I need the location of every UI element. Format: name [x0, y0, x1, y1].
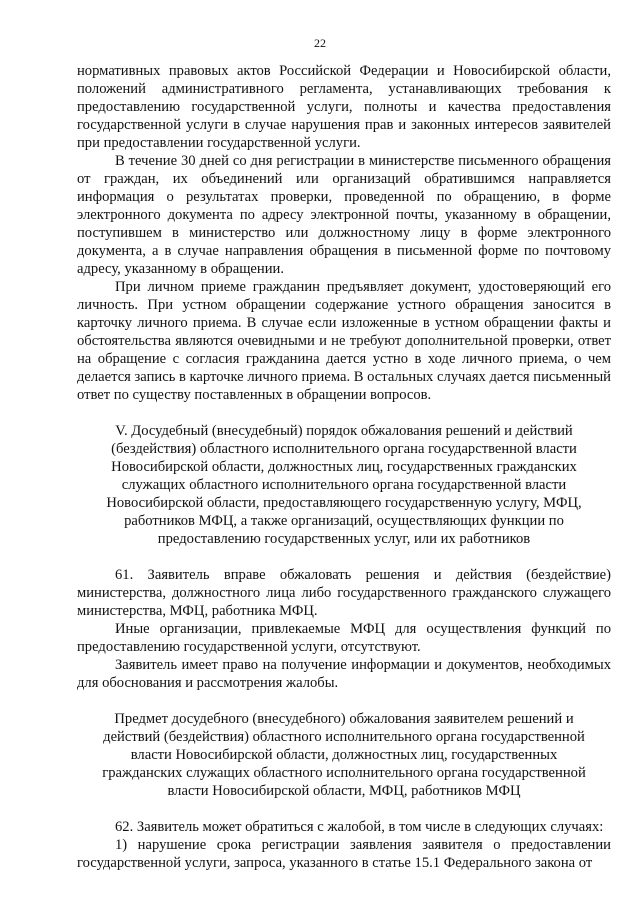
spacer	[77, 404, 611, 422]
paragraph-right-to-information: Заявитель имеет право на получение информации и документов, необходимых для обоснования и рассмотрения жалобы.	[77, 657, 611, 691]
paragraph-personal-reception: При личном приеме гражданин предъявляет документ, удостоверяющий его личность. При устном обращении содержание устного обращения заносится в карточку личного приема. В случае если изложенные в устном обращении факты и обстоятельства являются очевидными и не требуют дополнительной проверки, ответ на обращение с согласия гражданина дается устно в ходе личного приема, о чем делается запись в карточке личного приема. В остальных случаях дается письменный ответ по существу поставленных в обращении вопросов.	[77, 279, 611, 403]
paragraph-response-deadline: В течение 30 дней со дня регистрации в министерстве письменного обращения от граждан, их объединений или организаций обратившимся направляется информация о результатах проверки, проведенной по обращению, в форме электронного документа по адресу электронной почты, указанному в обращении, поступившем в министерство или должностному лицу в форме электронного документа, а в случае направления обращения в письменной форме по почтовому адресу, указанному в обращении.	[77, 153, 611, 277]
page-number: 22	[314, 36, 326, 50]
document-body	[77, 62, 611, 872]
paragraph-continued: нормативных правовых актов Российской Федерации и Новосибирской области, положений административного регламента, устанавливающих требования к предоставлению государственной услуги, полноты и качества предоставления государственной услуги в случае нарушения прав и законных интересов заявителей при предоставлении государственной услуги.	[77, 63, 611, 151]
paragraph-61: 61. Заявитель вправе обжаловать решения и действия (бездействие) министерства, должностного лица либо государственного гражданского служащего министерства, МФЦ, работника МФЦ.	[77, 567, 611, 619]
spacer	[77, 692, 611, 710]
spacer	[77, 548, 611, 566]
section-heading: V. Досудебный (внесудебный) порядок обжалования решений и действий (бездействия) областного исполнительного органа государственной власти Новосибирской области, должностных лиц, государственных гражданских служащих областного исполнительного органа государственной власти Новосибирской области, предоставляющего государственную услугу, МФЦ, работников МФЦ, а также организаций, осуществляющих функции по предоставлению государственных услуг, или их работников	[106, 423, 582, 547]
paragraph-62: 62. Заявитель может обратиться с жалобой, в том числе в следующих случаях:	[115, 819, 604, 835]
subsection-heading: Предмет досудебного (внесудебного) обжалования заявителем решений и действий (бездействия) областного исполнительного органа государственной власти Новосибирской области, должностных лиц, государственных гражданских служащих областного исполнительного органа государственной власти Новосибирской области, МФЦ, работников МФЦ	[102, 711, 586, 799]
paragraph-62-item-1: 1) нарушение срока регистрации заявления заявителя о предоставлении государственной услуги, запроса, указанного в статье 15.1 Федерального закона от	[77, 837, 611, 871]
spacer	[77, 800, 611, 818]
paragraph-other-organizations: Иные организации, привлекаемые МФЦ для осуществления функций по предоставлению государственной услуги, отсутствуют.	[77, 621, 611, 655]
